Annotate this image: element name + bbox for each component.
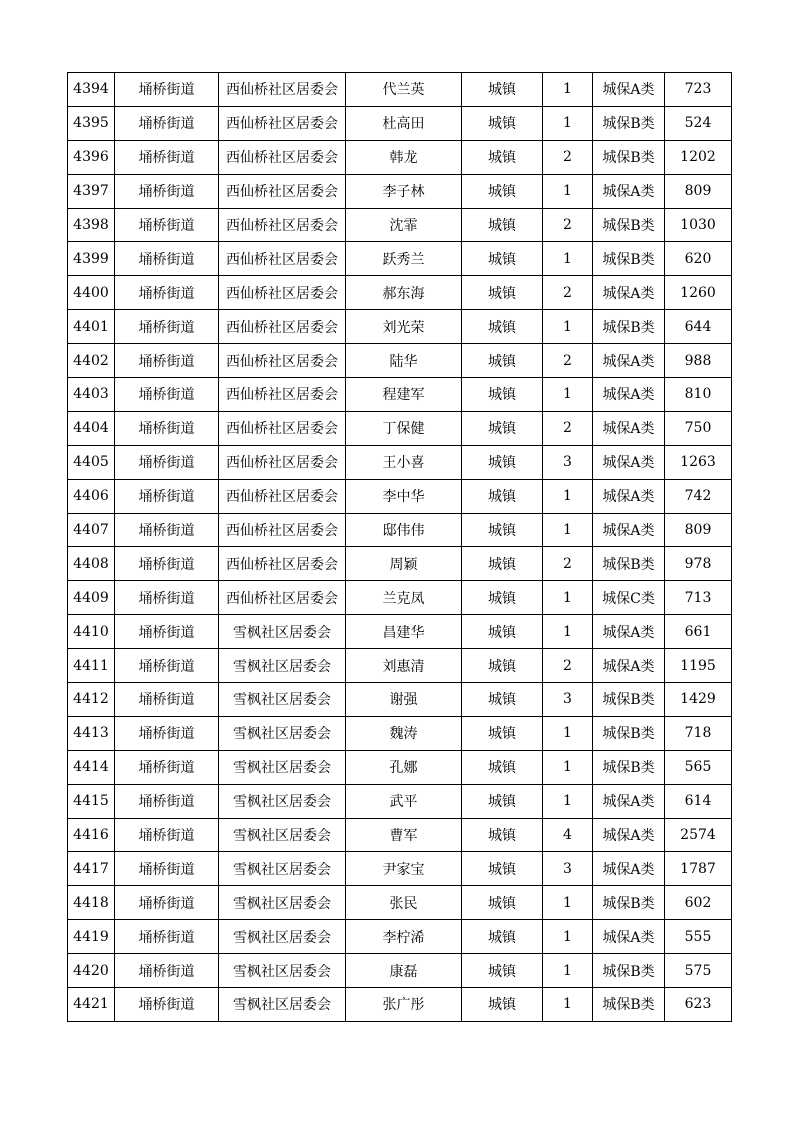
table-row (68, 547, 732, 581)
person-name-cell: 邸伟伟 (346, 513, 462, 547)
category-cell: 城保A类 (593, 784, 665, 818)
household-count-cell: 3 (543, 852, 593, 886)
record-number-cell: 4397 (68, 174, 115, 208)
record-number-cell: 4409 (68, 581, 115, 615)
household-count-cell: 1 (543, 310, 593, 344)
area-type-cell: 城镇 (462, 479, 543, 513)
household-count-cell: 2 (543, 208, 593, 242)
area-type-cell: 城镇 (462, 208, 543, 242)
amount-cell: 713 (665, 581, 732, 615)
household-count-cell: 1 (543, 479, 593, 513)
area-type-cell: 城镇 (462, 378, 543, 412)
category-cell: 城保B类 (593, 310, 665, 344)
area-type-cell: 城镇 (462, 174, 543, 208)
committee-cell: 雪枫社区居委会 (219, 886, 346, 920)
committee-cell: 西仙桥社区居委会 (219, 73, 346, 107)
committee-cell: 西仙桥社区居委会 (219, 411, 346, 445)
person-name-cell: 跃秀兰 (346, 242, 462, 276)
category-cell: 城保B类 (593, 954, 665, 988)
area-type-cell: 城镇 (462, 513, 543, 547)
category-cell: 城保A类 (593, 344, 665, 378)
amount-cell: 620 (665, 242, 732, 276)
table-row (68, 174, 732, 208)
table-row (68, 886, 732, 920)
person-name-cell: 郝东海 (346, 276, 462, 310)
table-row (68, 378, 732, 412)
table-row (68, 716, 732, 750)
record-number-cell: 4401 (68, 310, 115, 344)
record-number-cell: 4418 (68, 886, 115, 920)
household-count-cell: 1 (543, 513, 593, 547)
amount-cell: 555 (665, 920, 732, 954)
area-type-cell: 城镇 (462, 140, 543, 174)
street-cell: 埇桥街道 (115, 445, 219, 479)
person-name-cell: 周颖 (346, 547, 462, 581)
amount-cell: 644 (665, 310, 732, 344)
category-cell: 城保A类 (593, 479, 665, 513)
street-cell: 埇桥街道 (115, 649, 219, 683)
person-name-cell: 王小喜 (346, 445, 462, 479)
household-count-cell: 1 (543, 716, 593, 750)
committee-cell: 西仙桥社区居委会 (219, 174, 346, 208)
street-cell: 埇桥街道 (115, 106, 219, 140)
category-cell: 城保A类 (593, 411, 665, 445)
street-cell: 埇桥街道 (115, 547, 219, 581)
amount-cell: 809 (665, 513, 732, 547)
household-count-cell: 1 (543, 886, 593, 920)
area-type-cell: 城镇 (462, 106, 543, 140)
area-type-cell: 城镇 (462, 344, 543, 378)
area-type-cell: 城镇 (462, 954, 543, 988)
record-number-cell: 4406 (68, 479, 115, 513)
person-name-cell: 刘光荣 (346, 310, 462, 344)
committee-cell: 雪枫社区居委会 (219, 852, 346, 886)
area-type-cell: 城镇 (462, 445, 543, 479)
committee-cell: 雪枫社区居委会 (219, 954, 346, 988)
record-number-cell: 4412 (68, 683, 115, 717)
committee-cell: 雪枫社区居委会 (219, 818, 346, 852)
household-count-cell: 3 (543, 445, 593, 479)
record-number-cell: 4420 (68, 954, 115, 988)
area-type-cell: 城镇 (462, 852, 543, 886)
category-cell: 城保A类 (593, 920, 665, 954)
amount-cell: 565 (665, 750, 732, 784)
committee-cell: 雪枫社区居委会 (219, 784, 346, 818)
amount-cell: 1260 (665, 276, 732, 310)
area-type-cell: 城镇 (462, 242, 543, 276)
amount-cell: 1202 (665, 140, 732, 174)
household-count-cell: 1 (543, 378, 593, 412)
area-type-cell: 城镇 (462, 581, 543, 615)
table-row (68, 106, 732, 140)
table-row (68, 140, 732, 174)
person-name-cell: 魏涛 (346, 716, 462, 750)
roster-table (67, 72, 732, 1022)
amount-cell: 661 (665, 615, 732, 649)
committee-cell: 雪枫社区居委会 (219, 716, 346, 750)
record-number-cell: 4396 (68, 140, 115, 174)
household-count-cell: 1 (543, 106, 593, 140)
household-count-cell: 2 (543, 276, 593, 310)
committee-cell: 西仙桥社区居委会 (219, 310, 346, 344)
street-cell: 埇桥街道 (115, 886, 219, 920)
record-number-cell: 4402 (68, 344, 115, 378)
street-cell: 埇桥街道 (115, 988, 219, 1022)
table-row (68, 615, 732, 649)
record-number-cell: 4394 (68, 73, 115, 107)
household-count-cell: 2 (543, 140, 593, 174)
amount-cell: 742 (665, 479, 732, 513)
person-name-cell: 谢强 (346, 683, 462, 717)
area-type-cell: 城镇 (462, 615, 543, 649)
street-cell: 埇桥街道 (115, 140, 219, 174)
person-name-cell: 杜高田 (346, 106, 462, 140)
committee-cell: 西仙桥社区居委会 (219, 513, 346, 547)
street-cell: 埇桥街道 (115, 716, 219, 750)
record-number-cell: 4400 (68, 276, 115, 310)
area-type-cell: 城镇 (462, 73, 543, 107)
street-cell: 埇桥街道 (115, 683, 219, 717)
household-count-cell: 1 (543, 174, 593, 208)
table-row (68, 683, 732, 717)
table-row (68, 954, 732, 988)
category-cell: 城保B类 (593, 208, 665, 242)
table-row (68, 73, 732, 107)
category-cell: 城保A类 (593, 649, 665, 683)
street-cell: 埇桥街道 (115, 411, 219, 445)
street-cell: 埇桥街道 (115, 852, 219, 886)
street-cell: 埇桥街道 (115, 208, 219, 242)
committee-cell: 西仙桥社区居委会 (219, 445, 346, 479)
category-cell: 城保A类 (593, 818, 665, 852)
street-cell: 埇桥街道 (115, 378, 219, 412)
area-type-cell: 城镇 (462, 886, 543, 920)
amount-cell: 1429 (665, 683, 732, 717)
table-row (68, 852, 732, 886)
person-name-cell: 韩龙 (346, 140, 462, 174)
committee-cell: 西仙桥社区居委会 (219, 276, 346, 310)
person-name-cell: 李柠浠 (346, 920, 462, 954)
table-row (68, 344, 732, 378)
category-cell: 城保A类 (593, 174, 665, 208)
amount-cell: 614 (665, 784, 732, 818)
committee-cell: 西仙桥社区居委会 (219, 378, 346, 412)
committee-cell: 雪枫社区居委会 (219, 683, 346, 717)
category-cell: 城保A类 (593, 378, 665, 412)
category-cell: 城保A类 (593, 276, 665, 310)
record-number-cell: 4398 (68, 208, 115, 242)
amount-cell: 810 (665, 378, 732, 412)
category-cell: 城保A类 (593, 852, 665, 886)
table-row (68, 988, 732, 1022)
table-row (68, 479, 732, 513)
street-cell: 埇桥街道 (115, 581, 219, 615)
street-cell: 埇桥街道 (115, 344, 219, 378)
record-number-cell: 4416 (68, 818, 115, 852)
table-row (68, 920, 732, 954)
street-cell: 埇桥街道 (115, 954, 219, 988)
household-count-cell: 3 (543, 683, 593, 717)
table-row (68, 445, 732, 479)
category-cell: 城保A类 (593, 445, 665, 479)
person-name-cell: 孔娜 (346, 750, 462, 784)
amount-cell: 623 (665, 988, 732, 1022)
household-count-cell: 1 (543, 750, 593, 784)
committee-cell: 雪枫社区居委会 (219, 988, 346, 1022)
amount-cell: 723 (665, 73, 732, 107)
person-name-cell: 代兰英 (346, 73, 462, 107)
record-number-cell: 4411 (68, 649, 115, 683)
area-type-cell: 城镇 (462, 411, 543, 445)
area-type-cell: 城镇 (462, 988, 543, 1022)
area-type-cell: 城镇 (462, 649, 543, 683)
street-cell: 埇桥街道 (115, 818, 219, 852)
amount-cell: 2574 (665, 818, 732, 852)
committee-cell: 雪枫社区居委会 (219, 649, 346, 683)
category-cell: 城保A类 (593, 513, 665, 547)
committee-cell: 西仙桥社区居委会 (219, 242, 346, 276)
roster-body (68, 73, 732, 1022)
person-name-cell: 沈霏 (346, 208, 462, 242)
committee-cell: 雪枫社区居委会 (219, 750, 346, 784)
amount-cell: 1195 (665, 649, 732, 683)
category-cell: 城保A类 (593, 73, 665, 107)
household-count-cell: 1 (543, 988, 593, 1022)
person-name-cell: 曹军 (346, 818, 462, 852)
committee-cell: 西仙桥社区居委会 (219, 208, 346, 242)
committee-cell: 西仙桥社区居委会 (219, 106, 346, 140)
category-cell: 城保B类 (593, 750, 665, 784)
area-type-cell: 城镇 (462, 310, 543, 344)
table-row (68, 649, 732, 683)
person-name-cell: 刘惠清 (346, 649, 462, 683)
household-count-cell: 2 (543, 547, 593, 581)
area-type-cell: 城镇 (462, 276, 543, 310)
person-name-cell: 康磊 (346, 954, 462, 988)
category-cell: 城保B类 (593, 547, 665, 581)
household-count-cell: 2 (543, 344, 593, 378)
record-number-cell: 4407 (68, 513, 115, 547)
household-count-cell: 2 (543, 411, 593, 445)
table-row (68, 276, 732, 310)
record-number-cell: 4403 (68, 378, 115, 412)
street-cell: 埇桥街道 (115, 750, 219, 784)
amount-cell: 524 (665, 106, 732, 140)
table-row (68, 750, 732, 784)
household-count-cell: 1 (543, 242, 593, 276)
table-row (68, 784, 732, 818)
category-cell: 城保B类 (593, 106, 665, 140)
street-cell: 埇桥街道 (115, 784, 219, 818)
household-count-cell: 1 (543, 954, 593, 988)
person-name-cell: 李子林 (346, 174, 462, 208)
person-name-cell: 武平 (346, 784, 462, 818)
record-number-cell: 4410 (68, 615, 115, 649)
record-number-cell: 4413 (68, 716, 115, 750)
household-count-cell: 1 (543, 581, 593, 615)
household-count-cell: 2 (543, 649, 593, 683)
committee-cell: 雪枫社区居委会 (219, 920, 346, 954)
amount-cell: 750 (665, 411, 732, 445)
amount-cell: 978 (665, 547, 732, 581)
committee-cell: 西仙桥社区居委会 (219, 344, 346, 378)
category-cell: 城保B类 (593, 683, 665, 717)
household-count-cell: 1 (543, 615, 593, 649)
record-number-cell: 4419 (68, 920, 115, 954)
street-cell: 埇桥街道 (115, 513, 219, 547)
category-cell: 城保B类 (593, 140, 665, 174)
street-cell: 埇桥街道 (115, 242, 219, 276)
household-count-cell: 1 (543, 920, 593, 954)
amount-cell: 718 (665, 716, 732, 750)
person-name-cell: 昌建华 (346, 615, 462, 649)
street-cell: 埇桥街道 (115, 479, 219, 513)
category-cell: 城保A类 (593, 615, 665, 649)
amount-cell: 1787 (665, 852, 732, 886)
committee-cell: 西仙桥社区居委会 (219, 479, 346, 513)
amount-cell: 602 (665, 886, 732, 920)
category-cell: 城保C类 (593, 581, 665, 615)
record-number-cell: 4414 (68, 750, 115, 784)
record-number-cell: 4417 (68, 852, 115, 886)
street-cell: 埇桥街道 (115, 174, 219, 208)
area-type-cell: 城镇 (462, 818, 543, 852)
area-type-cell: 城镇 (462, 547, 543, 581)
street-cell: 埇桥街道 (115, 615, 219, 649)
table-row (68, 310, 732, 344)
street-cell: 埇桥街道 (115, 920, 219, 954)
area-type-cell: 城镇 (462, 920, 543, 954)
amount-cell: 575 (665, 954, 732, 988)
record-number-cell: 4415 (68, 784, 115, 818)
household-count-cell: 4 (543, 818, 593, 852)
amount-cell: 988 (665, 344, 732, 378)
committee-cell: 西仙桥社区居委会 (219, 581, 346, 615)
amount-cell: 1263 (665, 445, 732, 479)
record-number-cell: 4399 (68, 242, 115, 276)
table-row (68, 513, 732, 547)
person-name-cell: 尹家宝 (346, 852, 462, 886)
record-number-cell: 4404 (68, 411, 115, 445)
person-name-cell: 张民 (346, 886, 462, 920)
person-name-cell: 李中华 (346, 479, 462, 513)
table-row (68, 411, 732, 445)
person-name-cell: 陆华 (346, 344, 462, 378)
street-cell: 埇桥街道 (115, 310, 219, 344)
committee-cell: 西仙桥社区居委会 (219, 547, 346, 581)
person-name-cell: 丁保健 (346, 411, 462, 445)
amount-cell: 1030 (665, 208, 732, 242)
category-cell: 城保B类 (593, 242, 665, 276)
street-cell: 埇桥街道 (115, 276, 219, 310)
amount-cell: 809 (665, 174, 732, 208)
area-type-cell: 城镇 (462, 683, 543, 717)
record-number-cell: 4408 (68, 547, 115, 581)
area-type-cell: 城镇 (462, 784, 543, 818)
street-cell: 埇桥街道 (115, 73, 219, 107)
person-name-cell: 张广彤 (346, 988, 462, 1022)
record-number-cell: 4405 (68, 445, 115, 479)
table-row (68, 242, 732, 276)
person-name-cell: 程建军 (346, 378, 462, 412)
committee-cell: 西仙桥社区居委会 (219, 140, 346, 174)
table-row (68, 208, 732, 242)
record-number-cell: 4421 (68, 988, 115, 1022)
area-type-cell: 城镇 (462, 716, 543, 750)
committee-cell: 雪枫社区居委会 (219, 615, 346, 649)
category-cell: 城保B类 (593, 886, 665, 920)
record-number-cell: 4395 (68, 106, 115, 140)
category-cell: 城保B类 (593, 988, 665, 1022)
person-name-cell: 兰克凤 (346, 581, 462, 615)
table-row (68, 581, 732, 615)
category-cell: 城保B类 (593, 716, 665, 750)
area-type-cell: 城镇 (462, 750, 543, 784)
table-row (68, 818, 732, 852)
household-count-cell: 1 (543, 784, 593, 818)
household-count-cell: 1 (543, 73, 593, 107)
